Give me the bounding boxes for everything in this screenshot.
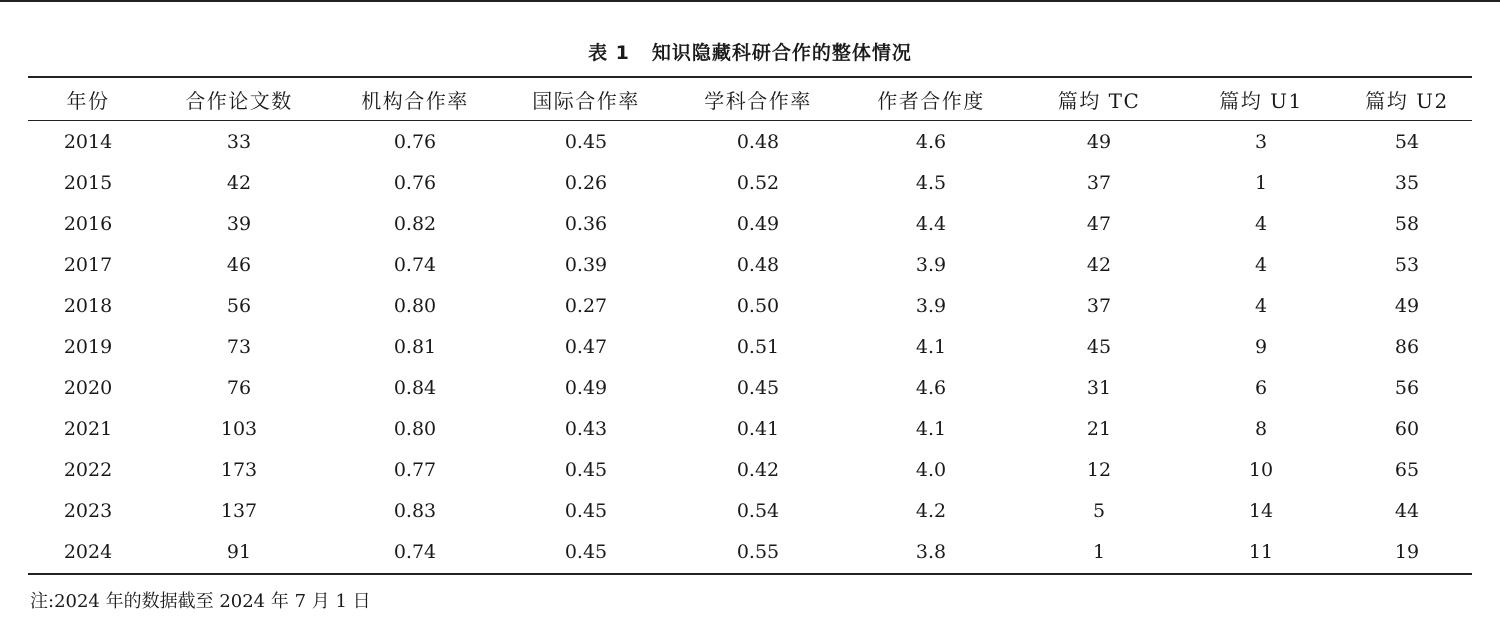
cell-avg-u2: 49 [1394, 294, 1420, 317]
cell-avg-u2: 58 [1394, 212, 1420, 235]
cell-international-rate: 0.27 [564, 294, 608, 317]
cell-institution-rate: 0.84 [393, 377, 437, 400]
cell-year: 2019 [63, 336, 113, 359]
cell-avg-u2: 54 [1394, 130, 1420, 153]
cell-international-rate: 0.43 [564, 418, 608, 441]
cell-international-rate: 0.45 [564, 500, 608, 523]
table-row [28, 121, 1472, 163]
cell-institution-rate: 0.83 [393, 500, 437, 523]
cell-author-degree: 3.9 [915, 294, 947, 317]
cell-year: 2014 [63, 130, 113, 153]
cell-discipline-rate: 0.50 [736, 294, 780, 317]
table-row [28, 326, 1472, 367]
cell-avg-u2: 86 [1394, 336, 1420, 359]
cell-avg-u1: 4 [1254, 253, 1268, 276]
cell-avg-u2: 44 [1394, 500, 1420, 523]
cell-paper-count: 173 [220, 459, 258, 482]
cell-discipline-rate: 0.54 [736, 500, 780, 523]
cell-international-rate: 0.45 [500, 532, 672, 574]
header-avg-tc: 篇均 TC [1018, 77, 1180, 121]
cell-paper-count: 73 [226, 336, 252, 359]
table-number: 表 1 [588, 42, 630, 64]
cell-year: 2018 [63, 294, 113, 317]
cell-discipline-rate: 0.48 [736, 130, 780, 153]
table-row [28, 162, 1472, 203]
cell-paper-count: 33 [226, 130, 252, 153]
cell-year: 2021 [63, 418, 113, 441]
cell-author-degree: 3.9 [915, 253, 947, 276]
cell-author-degree: 4.2 [915, 500, 947, 523]
cell-avg-tc: 31 [1086, 377, 1112, 400]
cell-institution-rate: 0.80 [393, 294, 437, 317]
header-paper-count: 合作论文数 [148, 77, 330, 121]
cell-paper-count: 39 [226, 212, 252, 235]
cell-avg-u1: 11 [1180, 532, 1342, 574]
cell-avg-tc: 45 [1086, 336, 1112, 359]
cell-avg-u1: 1 [1254, 171, 1268, 194]
cell-paper-count: 76 [226, 377, 252, 400]
cell-author-degree: 4.5 [915, 171, 947, 194]
cell-discipline-rate: 0.51 [736, 336, 780, 359]
cell-international-rate: 0.36 [564, 212, 608, 235]
cell-avg-u2: 65 [1394, 459, 1420, 482]
header-year: 年份 [28, 77, 148, 121]
table-footnote: 注:2024 年的数据截至 2024 年 7 月 1 日 [30, 591, 371, 612]
cell-avg-u1: 14 [1248, 500, 1274, 523]
cell-avg-u1: 4 [1254, 294, 1268, 317]
cell-year: 2022 [63, 459, 113, 482]
cell-institution-rate: 0.74 [393, 253, 437, 276]
cell-discipline-rate: 0.42 [736, 459, 780, 482]
header-row [28, 77, 1472, 121]
cell-international-rate: 0.39 [564, 253, 608, 276]
cell-avg-u2: 53 [1394, 253, 1420, 276]
header-avg-u2: 篇均 U2 [1342, 77, 1472, 121]
cell-paper-count: 137 [220, 500, 258, 523]
cell-avg-tc: 47 [1086, 212, 1112, 235]
cell-paper-count: 56 [226, 294, 252, 317]
cell-avg-tc: 5 [1092, 500, 1106, 523]
cell-paper-count: 103 [220, 418, 258, 441]
table-row [28, 203, 1472, 244]
cell-discipline-rate: 0.41 [736, 418, 780, 441]
table-caption [0, 38, 1500, 65]
table-row [28, 368, 1472, 409]
collaboration-table [28, 76, 1472, 575]
table-row [28, 491, 1472, 532]
cell-author-degree: 4.6 [915, 130, 947, 153]
cell-paper-count: 42 [226, 171, 252, 194]
cell-institution-rate: 0.74 [330, 532, 500, 574]
cell-year: 2024 [28, 532, 148, 574]
cell-international-rate: 0.45 [564, 130, 608, 153]
cell-avg-tc: 21 [1086, 418, 1112, 441]
cell-avg-u1: 9 [1254, 336, 1268, 359]
cell-avg-u2: 19 [1342, 532, 1472, 574]
cell-institution-rate: 0.80 [393, 418, 437, 441]
cell-institution-rate: 0.76 [393, 130, 437, 153]
table-row [28, 409, 1472, 450]
cell-institution-rate: 0.81 [393, 336, 437, 359]
cell-international-rate: 0.45 [564, 459, 608, 482]
cell-institution-rate: 0.82 [393, 212, 437, 235]
cell-avg-u2: 60 [1394, 418, 1420, 441]
cell-avg-tc: 1 [1018, 532, 1180, 574]
table-title: 知识隐藏科研合作的整体情况 [651, 42, 912, 64]
cell-year: 2023 [63, 500, 113, 523]
cell-institution-rate: 0.77 [393, 459, 437, 482]
cell-year: 2020 [63, 377, 113, 400]
header-avg-u1: 篇均 U1 [1180, 77, 1342, 121]
cell-discipline-rate: 0.49 [736, 212, 780, 235]
cell-avg-u2: 35 [1394, 171, 1420, 194]
cell-international-rate: 0.49 [564, 377, 608, 400]
cell-author-degree: 4.4 [915, 212, 947, 235]
cell-year: 2017 [63, 253, 113, 276]
cell-author-degree: 4.0 [915, 459, 947, 482]
cell-avg-u1: 4 [1254, 212, 1268, 235]
cell-author-degree: 4.1 [915, 418, 947, 441]
cell-avg-tc: 49 [1086, 130, 1112, 153]
cell-year: 2016 [63, 212, 113, 235]
cell-avg-u1: 3 [1254, 130, 1268, 153]
cell-author-degree: 4.6 [915, 377, 947, 400]
cell-author-degree: 4.1 [915, 336, 947, 359]
cell-avg-tc: 42 [1086, 253, 1112, 276]
cell-avg-tc: 12 [1086, 459, 1112, 482]
table-body [28, 121, 1472, 575]
next-paragraph-fragment [60, 622, 1500, 628]
cell-discipline-rate: 0.48 [736, 253, 780, 276]
cell-discipline-rate: 0.55 [672, 532, 844, 574]
table-row [28, 450, 1472, 491]
header-discipline-rate: 学科合作率 [672, 77, 844, 121]
cell-year: 2015 [63, 171, 113, 194]
cell-international-rate: 0.47 [564, 336, 608, 359]
table-row [28, 285, 1472, 326]
cell-avg-u1: 6 [1254, 377, 1268, 400]
cell-avg-u2: 56 [1394, 377, 1420, 400]
cell-avg-tc: 37 [1086, 294, 1112, 317]
cell-international-rate: 0.26 [564, 171, 608, 194]
table-row [28, 244, 1472, 285]
cell-paper-count: 46 [226, 253, 252, 276]
cell-institution-rate: 0.76 [393, 171, 437, 194]
page-top-rule [0, 0, 1500, 2]
cell-avg-u1: 10 [1248, 459, 1274, 482]
cell-discipline-rate: 0.52 [736, 171, 780, 194]
cell-avg-tc: 37 [1086, 171, 1112, 194]
cell-discipline-rate: 0.45 [736, 377, 780, 400]
cell-paper-count: 91 [148, 532, 330, 574]
header-author-degree: 作者合作度 [844, 77, 1018, 121]
cell-author-degree: 3.8 [844, 532, 1018, 574]
cell-avg-u1: 8 [1254, 418, 1268, 441]
header-international-rate: 国际合作率 [500, 77, 672, 121]
header-institution-rate: 机构合作率 [330, 77, 500, 121]
table-row [28, 532, 1472, 574]
